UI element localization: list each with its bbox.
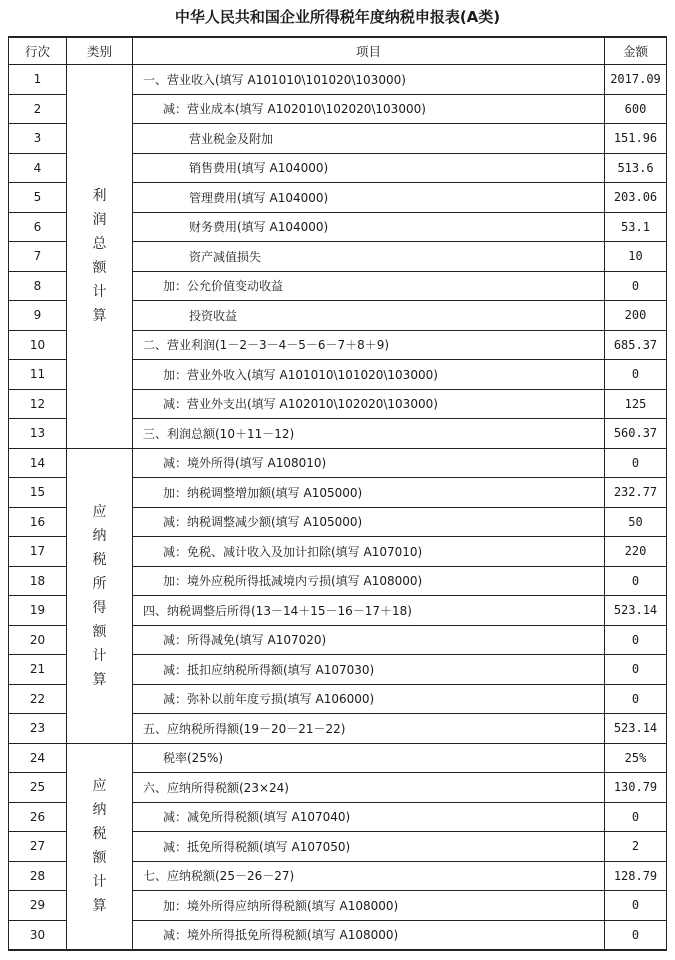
row-item: 减：免税、减计收入及加计扣除(填写 A107010) bbox=[133, 537, 605, 567]
row-amount: 10 bbox=[605, 242, 667, 272]
row-amount: 200 bbox=[605, 301, 667, 331]
table-row bbox=[9, 448, 667, 478]
row-amount: 0 bbox=[605, 684, 667, 714]
row-number: 3 bbox=[9, 124, 67, 154]
header-row-number: 行次 bbox=[9, 37, 67, 65]
row-amount: 53.1 bbox=[605, 212, 667, 242]
row-number: 10 bbox=[9, 330, 67, 360]
row-number: 30 bbox=[9, 920, 67, 950]
row-number: 5 bbox=[9, 183, 67, 213]
row-item: 减：所得减免(填写 A107020) bbox=[133, 625, 605, 655]
row-item: 减：营业成本(填写 A102010\102020\103000) bbox=[133, 94, 605, 124]
row-item: 五、应纳税所得额(19－20－21－22) bbox=[133, 714, 605, 744]
category-label: 应纳税所得额计算 bbox=[92, 503, 107, 688]
row-amount: 523.14 bbox=[605, 596, 667, 626]
row-amount: 232.77 bbox=[605, 478, 667, 508]
header-item: 项目 bbox=[133, 37, 605, 65]
row-number: 14 bbox=[9, 448, 67, 478]
row-number: 29 bbox=[9, 891, 67, 921]
category-label: 应纳税额计算 bbox=[92, 778, 107, 915]
row-item: 财务费用(填写 A104000) bbox=[133, 212, 605, 242]
row-item: 一、营业收入(填写 A101010\101020\103000) bbox=[133, 65, 605, 95]
row-item: 减：抵免所得税额(填写 A107050) bbox=[133, 832, 605, 862]
row-item: 投资收益 bbox=[133, 301, 605, 331]
row-number: 27 bbox=[9, 832, 67, 862]
row-item: 减：纳税调整减少额(填写 A105000) bbox=[133, 507, 605, 537]
row-item: 三、利润总额(10＋11－12) bbox=[133, 419, 605, 449]
category-cell bbox=[67, 65, 133, 449]
row-item: 税率(25%) bbox=[133, 743, 605, 773]
row-item: 减：减免所得税额(填写 A107040) bbox=[133, 802, 605, 832]
row-amount: 685.37 bbox=[605, 330, 667, 360]
table-row bbox=[9, 743, 667, 773]
row-amount: 0 bbox=[605, 655, 667, 685]
row-number: 16 bbox=[9, 507, 67, 537]
row-number: 9 bbox=[9, 301, 67, 331]
row-amount: 0 bbox=[605, 625, 667, 655]
row-number: 11 bbox=[9, 360, 67, 390]
header-amount: 金额 bbox=[605, 37, 667, 65]
row-item: 减：境外所得抵免所得税额(填写 A108000) bbox=[133, 920, 605, 950]
row-number: 20 bbox=[9, 625, 67, 655]
row-amount: 0 bbox=[605, 360, 667, 390]
row-number: 25 bbox=[9, 773, 67, 803]
row-number: 24 bbox=[9, 743, 67, 773]
row-amount: 523.14 bbox=[605, 714, 667, 744]
row-amount: 0 bbox=[605, 802, 667, 832]
row-number: 12 bbox=[9, 389, 67, 419]
row-number: 13 bbox=[9, 419, 67, 449]
row-item: 加：营业外收入(填写 A101010\101020\103000) bbox=[133, 360, 605, 390]
row-number: 17 bbox=[9, 537, 67, 567]
row-amount: 0 bbox=[605, 448, 667, 478]
row-number: 4 bbox=[9, 153, 67, 183]
row-amount: 25% bbox=[605, 743, 667, 773]
row-amount: 2017.09 bbox=[605, 65, 667, 95]
row-item: 减：境外所得(填写 A108010) bbox=[133, 448, 605, 478]
page-title: 中华人民共和国企业所得税年度纳税申报表(A类) bbox=[174, 8, 501, 26]
row-number: 22 bbox=[9, 684, 67, 714]
row-number: 19 bbox=[9, 596, 67, 626]
row-amount: 203.06 bbox=[605, 183, 667, 213]
row-number: 1 bbox=[9, 65, 67, 95]
row-number: 28 bbox=[9, 861, 67, 891]
row-amount: 50 bbox=[605, 507, 667, 537]
row-amount: 2 bbox=[605, 832, 667, 862]
row-item: 二、营业利润(1－2－3－4－5－6－7＋8＋9) bbox=[133, 330, 605, 360]
row-amount: 130.79 bbox=[605, 773, 667, 803]
row-item: 减：营业外支出(填写 A102010\102020\103000) bbox=[133, 389, 605, 419]
row-amount: 0 bbox=[605, 566, 667, 596]
row-item: 资产减值损失 bbox=[133, 242, 605, 272]
row-number: 15 bbox=[9, 478, 67, 508]
row-number: 26 bbox=[9, 802, 67, 832]
category-cell bbox=[67, 743, 133, 950]
row-number: 21 bbox=[9, 655, 67, 685]
row-amount: 0 bbox=[605, 891, 667, 921]
row-item: 加：纳税调整增加额(填写 A105000) bbox=[133, 478, 605, 508]
row-number: 6 bbox=[9, 212, 67, 242]
row-item: 加：境外应税所得抵减境内亏损(填写 A108000) bbox=[133, 566, 605, 596]
row-number: 8 bbox=[9, 271, 67, 301]
row-amount: 600 bbox=[605, 94, 667, 124]
row-amount: 0 bbox=[605, 920, 667, 950]
category-cell bbox=[67, 448, 133, 743]
row-item: 六、应纳所得税额(23×24) bbox=[133, 773, 605, 803]
row-item: 加：公允价值变动收益 bbox=[133, 271, 605, 301]
tax-return-table bbox=[8, 36, 667, 951]
row-item: 减：弥补以前年度亏损(填写 A106000) bbox=[133, 684, 605, 714]
row-amount: 0 bbox=[605, 271, 667, 301]
header-category: 类别 bbox=[67, 37, 133, 65]
category-label: 利润总额计算 bbox=[92, 188, 107, 325]
row-item: 管理费用(填写 A104000) bbox=[133, 183, 605, 213]
row-amount: 220 bbox=[605, 537, 667, 567]
row-amount: 151.96 bbox=[605, 124, 667, 154]
row-item: 七、应纳税额(25－26－27) bbox=[133, 861, 605, 891]
table-row bbox=[9, 65, 667, 95]
row-item: 营业税金及附加 bbox=[133, 124, 605, 154]
row-amount: 513.6 bbox=[605, 153, 667, 183]
row-item: 销售费用(填写 A104000) bbox=[133, 153, 605, 183]
row-item: 减：抵扣应纳税所得额(填写 A107030) bbox=[133, 655, 605, 685]
table-body bbox=[9, 65, 667, 951]
row-number: 2 bbox=[9, 94, 67, 124]
row-number: 7 bbox=[9, 242, 67, 272]
row-number: 23 bbox=[9, 714, 67, 744]
table-header-row bbox=[9, 37, 667, 65]
row-amount: 560.37 bbox=[605, 419, 667, 449]
row-amount: 125 bbox=[605, 389, 667, 419]
row-item: 四、纳税调整后所得(13－14＋15－16－17＋18) bbox=[133, 596, 605, 626]
row-item: 加：境外所得应纳所得税额(填写 A108000) bbox=[133, 891, 605, 921]
row-number: 18 bbox=[9, 566, 67, 596]
row-amount: 128.79 bbox=[605, 861, 667, 891]
